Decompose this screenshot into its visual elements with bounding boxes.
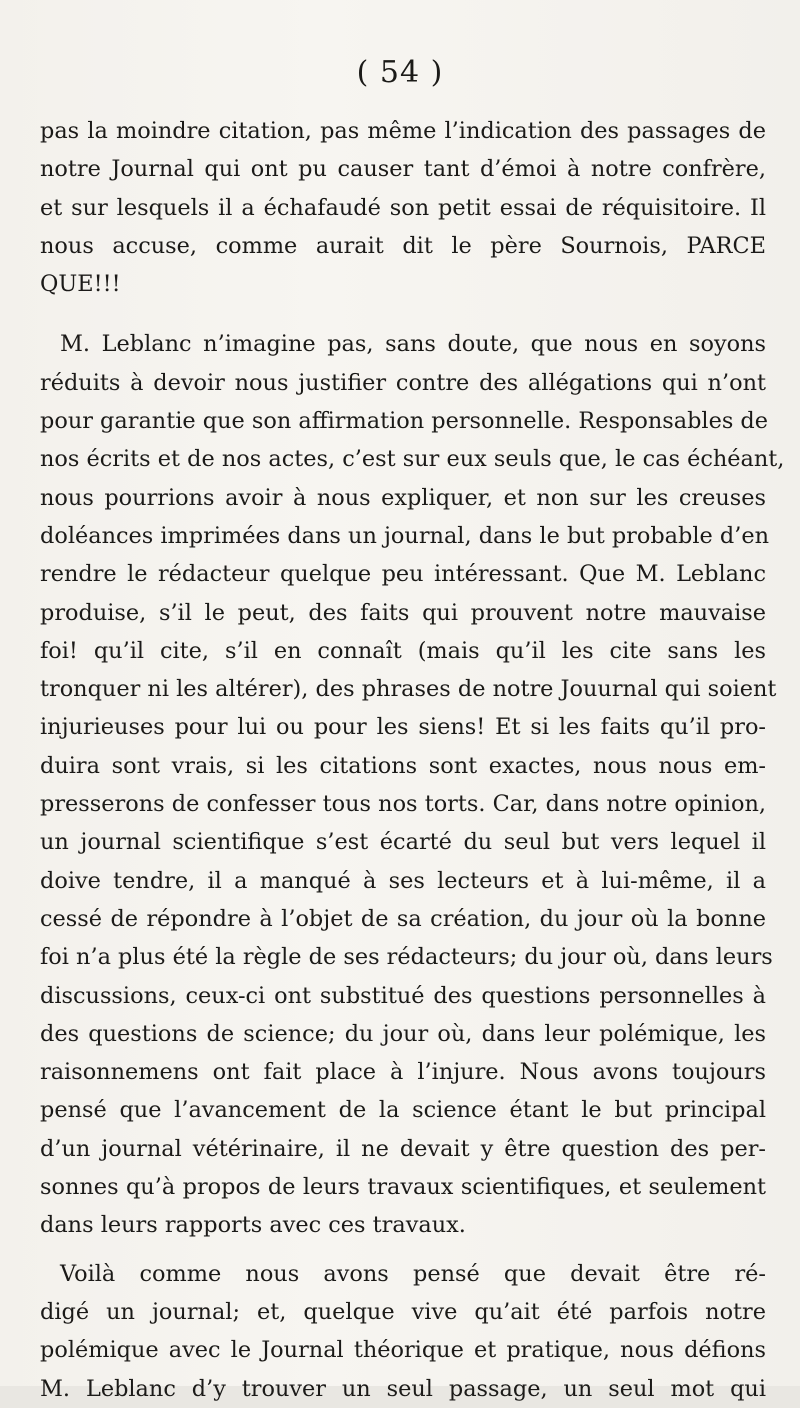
text-line: nous accuse, comme aurait dit le père Sournois, PARCE bbox=[40, 232, 766, 259]
page-number: ( 54 ) bbox=[356, 55, 444, 90]
text-line: et sur lesquels il a échafaudé son petit essai de réquisitoire. Il bbox=[40, 194, 766, 221]
text-line: notre Journal qui ont pu causer tant d’émoi à notre confrère, bbox=[40, 156, 766, 183]
text-line: sonnes qu’à propos de leurs travaux scientifiques, et seulement bbox=[40, 1174, 766, 1201]
text-line: presserons de confesser tous nos torts. Car, dans notre opinion, bbox=[40, 791, 766, 818]
paragraph bbox=[40, 1255, 766, 1408]
text-line: M. Leblanc d’y trouver un seul passage, un seul mot qui bbox=[40, 1375, 766, 1402]
text-line: pensé que l’avancement de la science étant le but principal bbox=[40, 1097, 766, 1124]
text-line: nous pourrions avoir à nous expliquer, et non sur les creuses bbox=[40, 484, 766, 511]
text-line: pas la moindre citation, pas même l’indication des passages de bbox=[40, 118, 766, 144]
text-line: foi! qu’il cite, s’il en connaît (mais qu’il les cite sans les bbox=[40, 637, 766, 664]
paragraph bbox=[40, 112, 766, 303]
text-line: discussions, ceux-ci ont substitué des questions personnelles à bbox=[40, 982, 766, 1009]
text-line: réduits à devoir nous justifier contre des allégations qui n’ont bbox=[40, 369, 766, 396]
text-line: duira sont vrais, si les citations sont exactes, nous nous em- bbox=[40, 752, 766, 779]
text-line: raisonnemens ont fait place à l’injure. Nous avons toujours bbox=[40, 1059, 766, 1086]
text-line: rendre le rédacteur quelque peu intéressant. Que M. Leblanc bbox=[40, 561, 766, 588]
text-line: cessé de répondre à l’objet de sa création, du jour où la bonne bbox=[40, 905, 766, 932]
paragraph bbox=[40, 325, 785, 1244]
text-line: doive tendre, il a manqué à ses lecteurs et à lui-même, il a bbox=[40, 867, 766, 894]
paragraph-gap bbox=[40, 303, 766, 325]
text-line: M. Leblanc n’imagine pas, sans doute, que nous en soyons bbox=[60, 331, 766, 358]
text-line: tronquer ni les altérer), des phrases de notre Jouurnal qui soient bbox=[40, 676, 777, 703]
text-line: QUE!!! bbox=[40, 271, 121, 298]
text-line: injurieuses pour lui ou pour les siens! Et si les faits qu’il pro- bbox=[40, 714, 766, 741]
text-line: produise, s’il le peut, des faits qui prouvent notre mauvaise bbox=[40, 599, 766, 626]
text-line: nos écrits et de nos actes, c’est sur eux seuls que, le cas échéant, bbox=[40, 446, 785, 473]
text-line: digé un journal; et, quelque vive qu’ait été parfois notre bbox=[40, 1298, 766, 1325]
paragraph-gap bbox=[40, 1245, 766, 1255]
text-line: doléances imprimées dans un journal, dans le but probable d’en bbox=[40, 522, 769, 549]
text-line: des questions de science; du jour où, dans leur polémique, les bbox=[40, 1020, 766, 1047]
text-line: un journal scientifique s’est écarté du seul but vers lequel il bbox=[40, 829, 766, 856]
text-line: dans leurs rapports avec ces travaux. bbox=[40, 1212, 466, 1239]
text-line: Voilà comme nous avons pensé que devait être ré- bbox=[60, 1260, 766, 1287]
text-line: d’un journal vétérinaire, il ne devait y être question des per- bbox=[40, 1135, 766, 1162]
text-line: pour garantie que son affirmation personnelle. Responsables de bbox=[40, 408, 769, 435]
text-line: foi n’a plus été la règle de ses rédacteurs; du jour où, dans leurs bbox=[40, 944, 773, 971]
text-line: polémique avec le Journal théorique et pratique, nous défions bbox=[40, 1337, 766, 1364]
body-text bbox=[40, 112, 785, 1408]
